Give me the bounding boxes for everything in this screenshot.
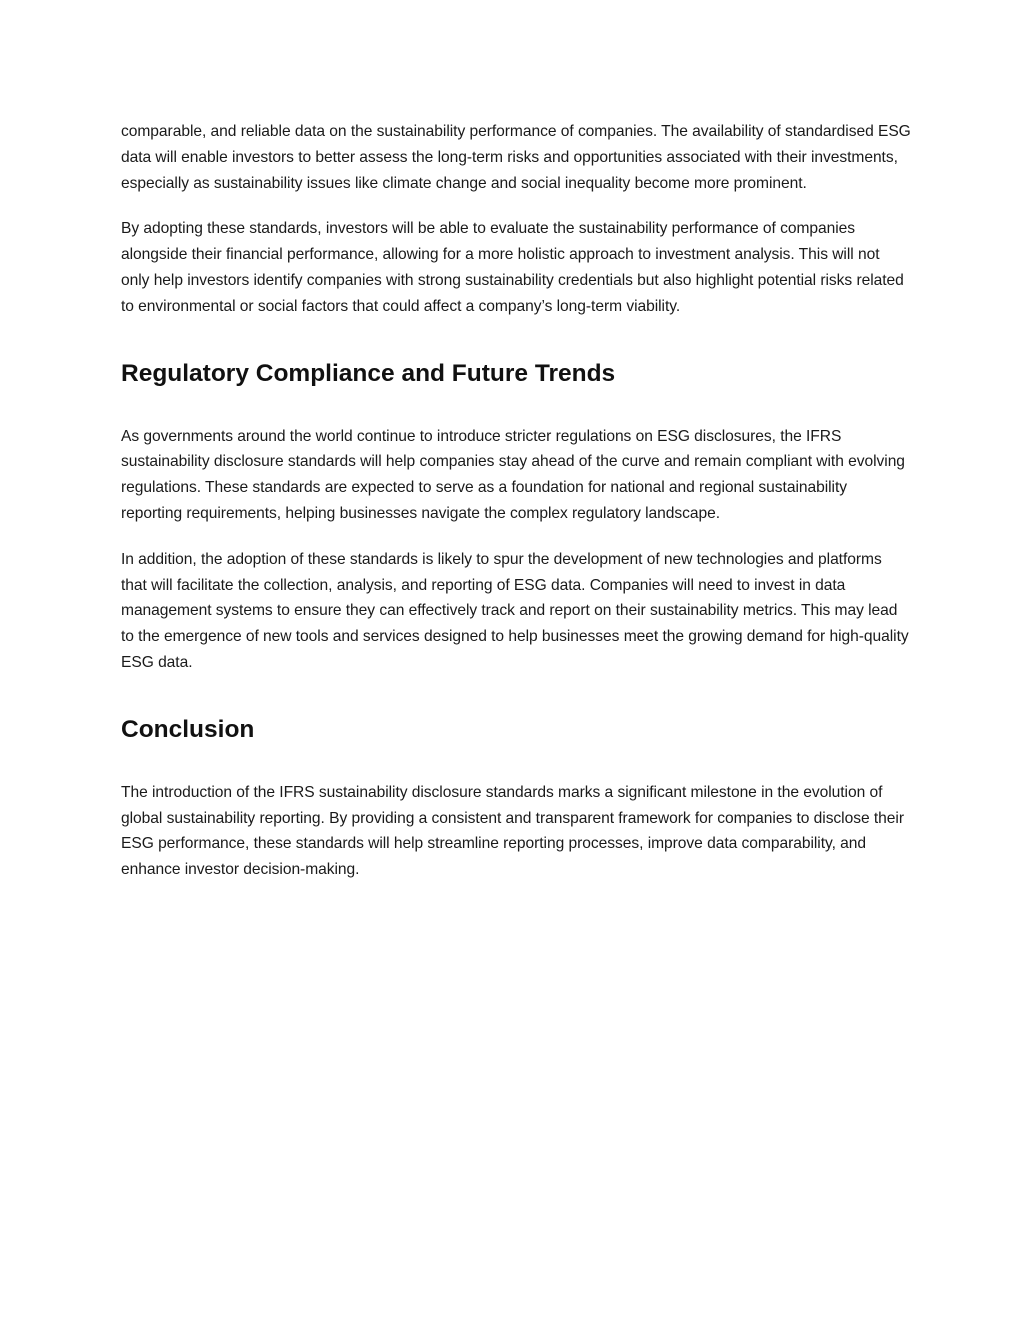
document-page — [121, 119, 911, 883]
paragraph-conclusion: The introduction of the IFRS sustainability disclosure standards marks a significant milestone in the evolution of global sustainability reporting. By providing a consistent and transparent framework for companies to disclose their ESG performance, these standards will help streamline reporting processes, improve data comparability, and enhance investor decision-making. — [121, 783, 904, 879]
heading-regulatory-compliance: Regulatory Compliance and Future Trends — [121, 359, 616, 387]
paragraph-investor-evaluation: By adopting these standards, investors will be able to evaluate the sustainability performance of companies alongside their financial performance, allowing for a more holistic approach to investment analysis. This will not only help investors identify companies with strong sustainability credentials but also highlight potential risks related to environmental or social factors that could affect a company’s long-term viability. — [121, 220, 904, 315]
heading-conclusion: Conclusion — [121, 715, 255, 743]
paragraph-esg-data-availability: comparable, and reliable data on the sustainability performance of companies. The availability of standardised ESG data will enable investors to better assess the long-term risks and opportunities associated with their investments, especially as sustainability issues like climate change and social inequality become more prominent. — [121, 123, 911, 192]
paragraph-regulations: As governments around the world continue to introduce stricter regulations on ESG disclosures, the IFRS sustainability disclosure standards will help companies stay ahead of the curve and remain compliant with evolving regulations. These standards are expected to serve as a foundation for national and regional sustainability reporting requirements, helping businesses navigate the complex regulatory landscape. — [121, 427, 905, 522]
paragraph-technology-adoption: In addition, the adoption of these standards is likely to spur the development of new technologies and platforms that will facilitate the collection, analysis, and reporting of ESG data. Companies will need to invest in data management systems to ensure they can effectively track and report on their sustainability metrics. This may lead to the emergence of new tools and services designed to help businesses meet the growing demand for high-quality ESG data. — [121, 550, 909, 671]
